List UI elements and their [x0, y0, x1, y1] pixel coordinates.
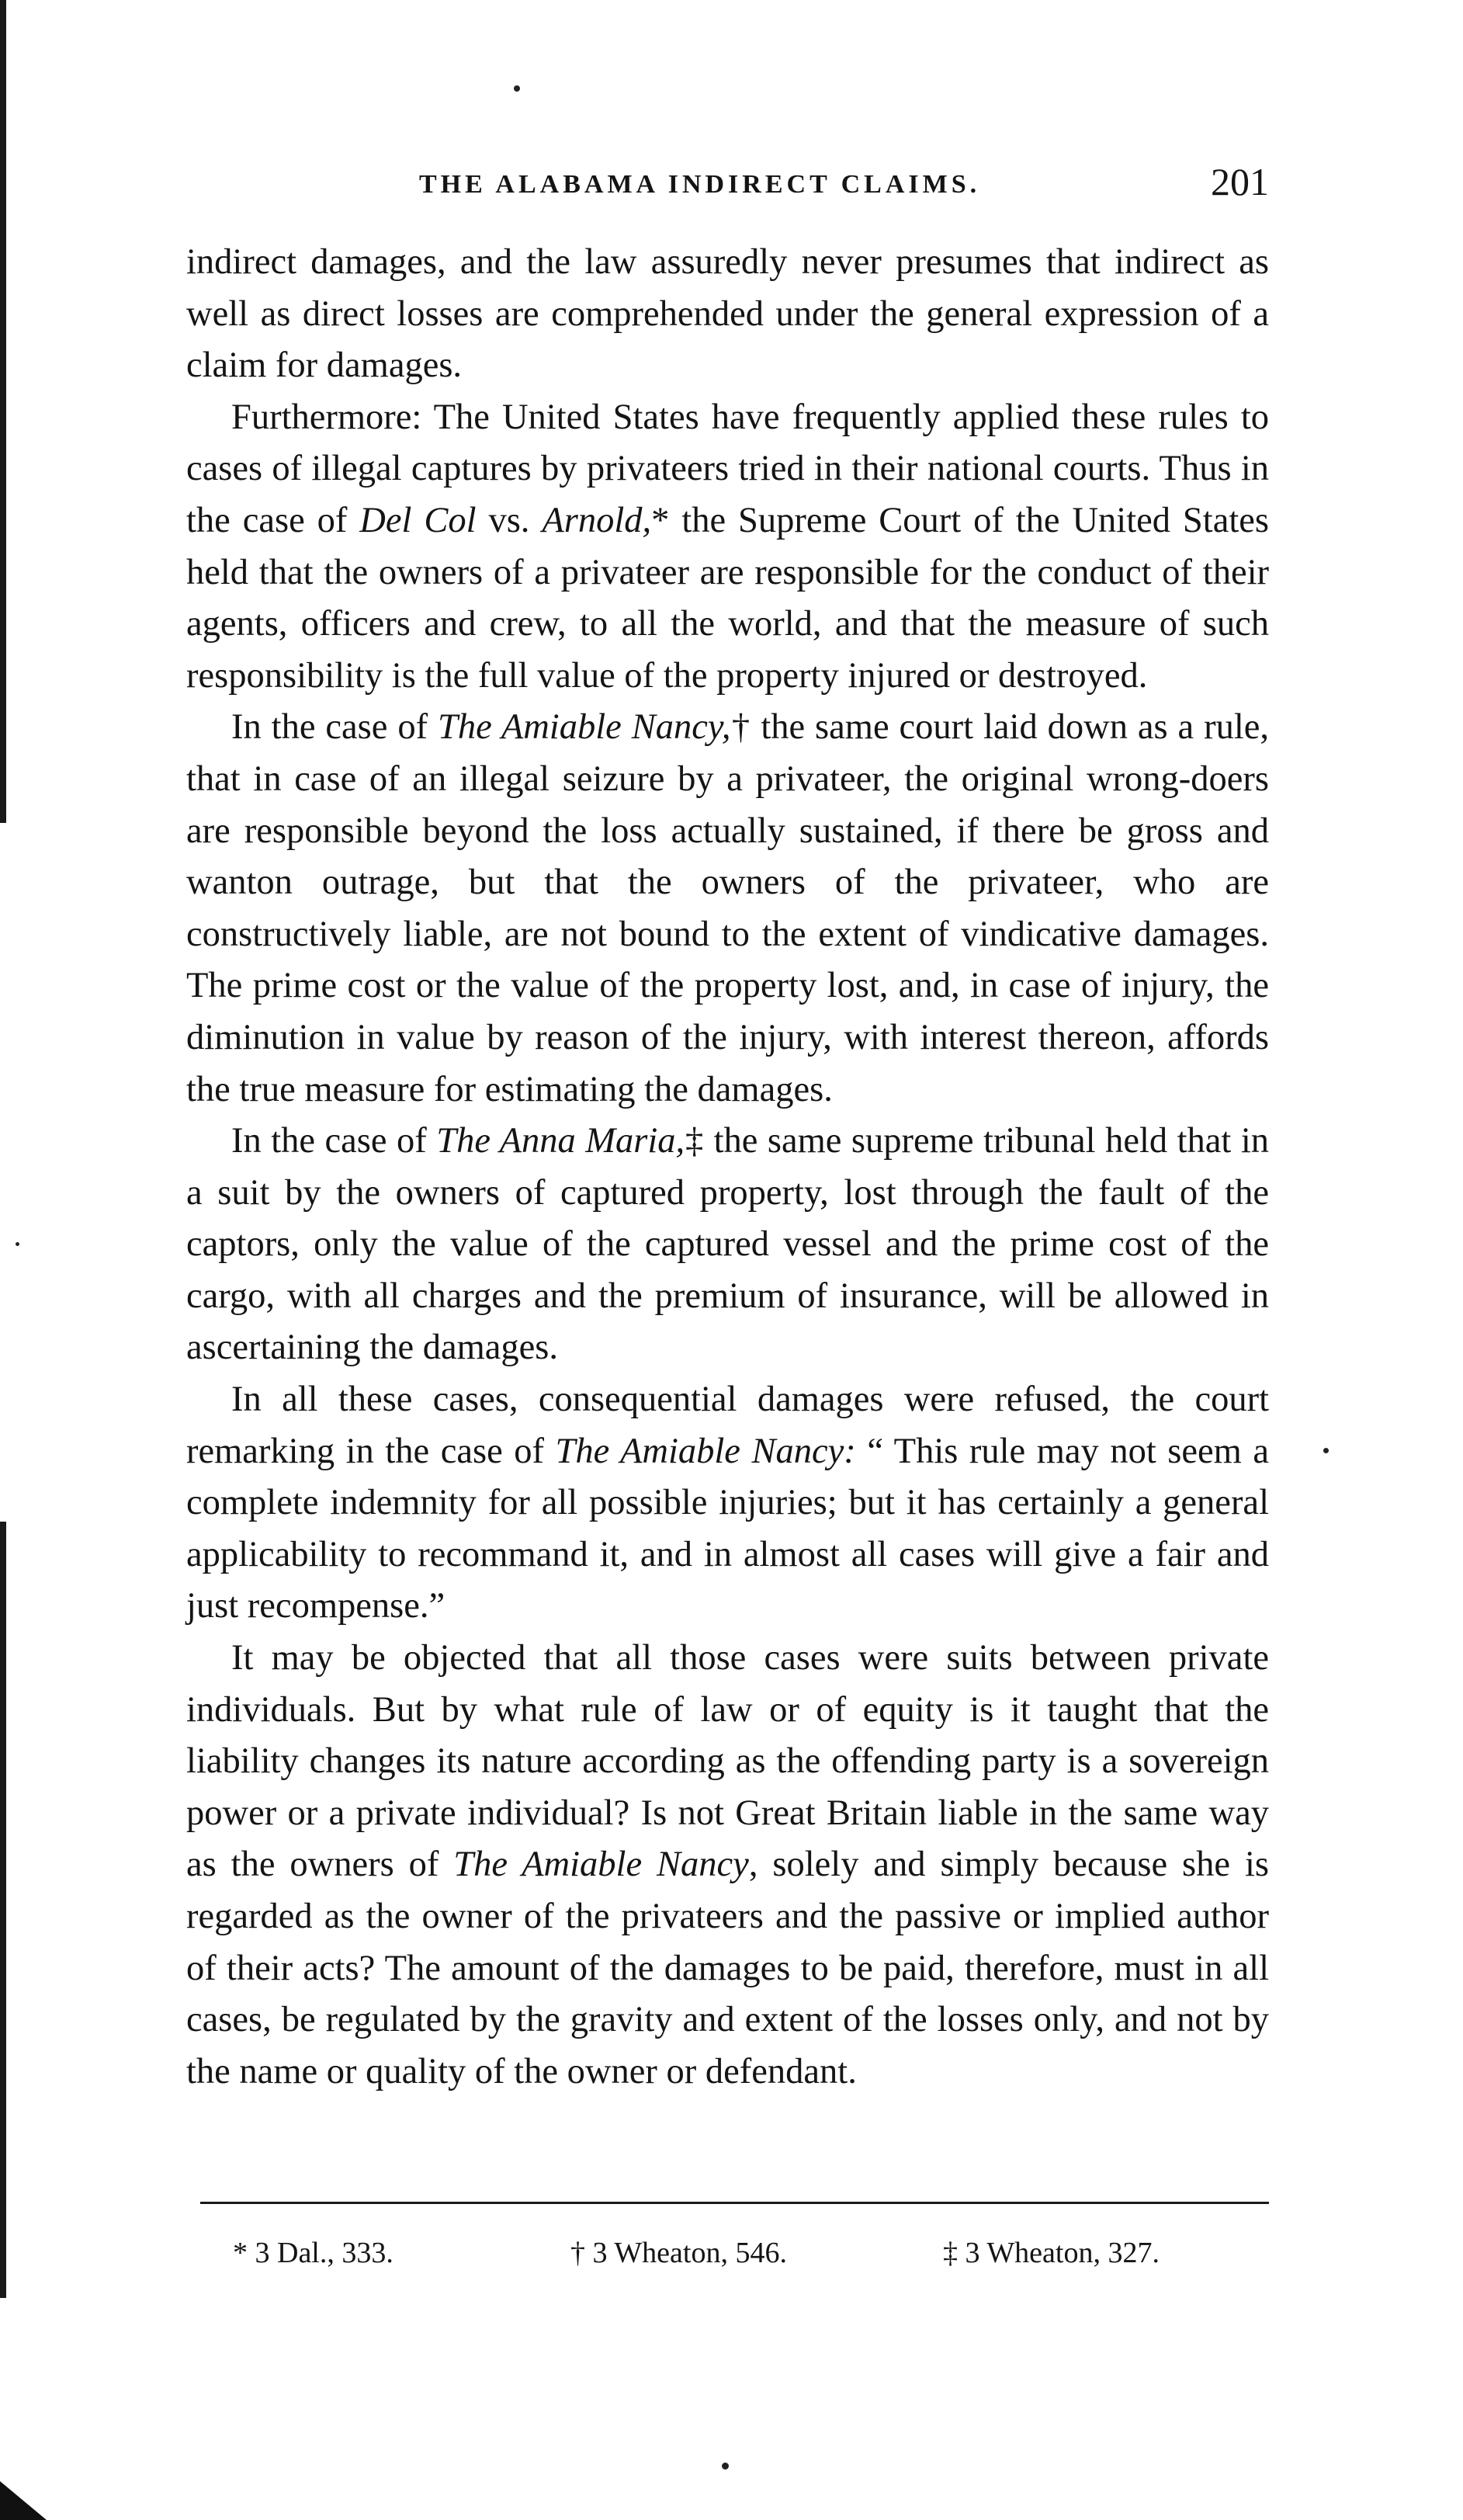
text-run: “ This rule may not seem a complete indemnity for all possible injuries; but it has certainly a general applicability to recommand it, and in almost all cases will give a fair and just recompense.”: [186, 1431, 1270, 1626]
text-run: * the Supreme Court of the United States held that the owners of a privateer are responsible for the conduct of their agents, officers and crew, to all the world, and that the measure of such responsibility is the full value of the property injured or destroyed.: [186, 500, 1269, 696]
italic-text: Arnold,: [542, 500, 652, 540]
text-run: Furthermore: The United States have frequently applied these rules to cases of illegal captures by privateers tried in their national courts. Thus in the case of: [186, 397, 1269, 540]
text-run: In all these cases, consequential damages were refused, the court remarking in the case of: [186, 1380, 1269, 1471]
text-run: indirect damages, and the law assuredly never presumes that indirect as well as direct losses are comprehended under the general expression of a claim for damages.: [186, 242, 1269, 386]
text-run: † the same court laid down as a rule, that in case of an illegal seizure by a privateer, the original wrong-doers are responsible beyond the loss actually sustained, if there be gross and wanton outrage, but that the owners of the privateer, who are constructively liable, are not bound to the extent of vindicative damages. The prime cost or the value of the property lost, and, in case of injury, the diminution in value by reason of the injury, with interest thereon, affords the true measure for estimating the damages.: [186, 707, 1270, 1109]
italic-text: The Amiable Nancy: [453, 1845, 749, 1885]
scan-edge-bottom: [0, 1522, 6, 2298]
text-run: In the case of: [231, 1121, 437, 1161]
scan-speck: [514, 85, 520, 92]
paragraph: [186, 1116, 1269, 1374]
page-number: 201: [1211, 160, 1269, 203]
paragraph: [186, 392, 1269, 703]
footnotes: [233, 2236, 1269, 2282]
scan-speck: [1323, 1448, 1329, 1453]
text-run: , solely and simply because she is regarded as the owner of the privateers and the passive or implied author of their acts? The amount of the damages to be paid, therefore, must in all cases, be regulated by the gravity and extent of the losses only, and not by the name or quality of the owner or defendant.: [186, 1845, 1269, 2091]
text-run: In the case of: [231, 707, 438, 748]
running-head: THE ALABAMA INDIRECT CLAIMS.: [419, 170, 981, 199]
footnote: † 3 Wheaton, 546.: [570, 2237, 787, 2269]
italic-text: The Amiable Nancy:: [555, 1431, 856, 1471]
italic-text: Del Col: [359, 500, 477, 540]
text-run: ‡ the same supreme tribunal held that in a suit by the owners of captured property, lost through the fault of the captors, only the value of the captured vessel and the prime cost of the cargo, with all charges and the premium of insurance, will be allowed in ascertaining the damages.: [186, 1121, 1269, 1368]
paragraph: [186, 702, 1269, 1116]
footnote: ‡ 3 Wheaton, 327.: [943, 2237, 1160, 2269]
scan-corner-mark: [0, 2481, 47, 2520]
scan-edge-top: [0, 0, 6, 823]
body-text: [186, 237, 1269, 2098]
footnote-rule: [200, 2202, 1269, 2204]
paragraph: [186, 1633, 1269, 2098]
scan-speck: [16, 1242, 19, 1246]
footnote: * 3 Dal., 333.: [233, 2237, 393, 2269]
paragraph: [186, 1374, 1269, 1633]
scan-speck: [722, 2463, 729, 2470]
italic-text: The Amiable Nancy,: [437, 707, 731, 748]
paragraph: [186, 237, 1269, 392]
page-header: [186, 159, 1269, 213]
text-run: It may be objected that all those cases were suits between private individuals. But by what rule of law or of equity is it taught that the liability changes its nature according as the offending party is a sovereign power or a private individual? Is not Great Britain liable in the same way as the owners of: [186, 1638, 1269, 1885]
text-run: vs.: [476, 500, 543, 540]
italic-text: The Anna Maria,: [436, 1121, 685, 1161]
